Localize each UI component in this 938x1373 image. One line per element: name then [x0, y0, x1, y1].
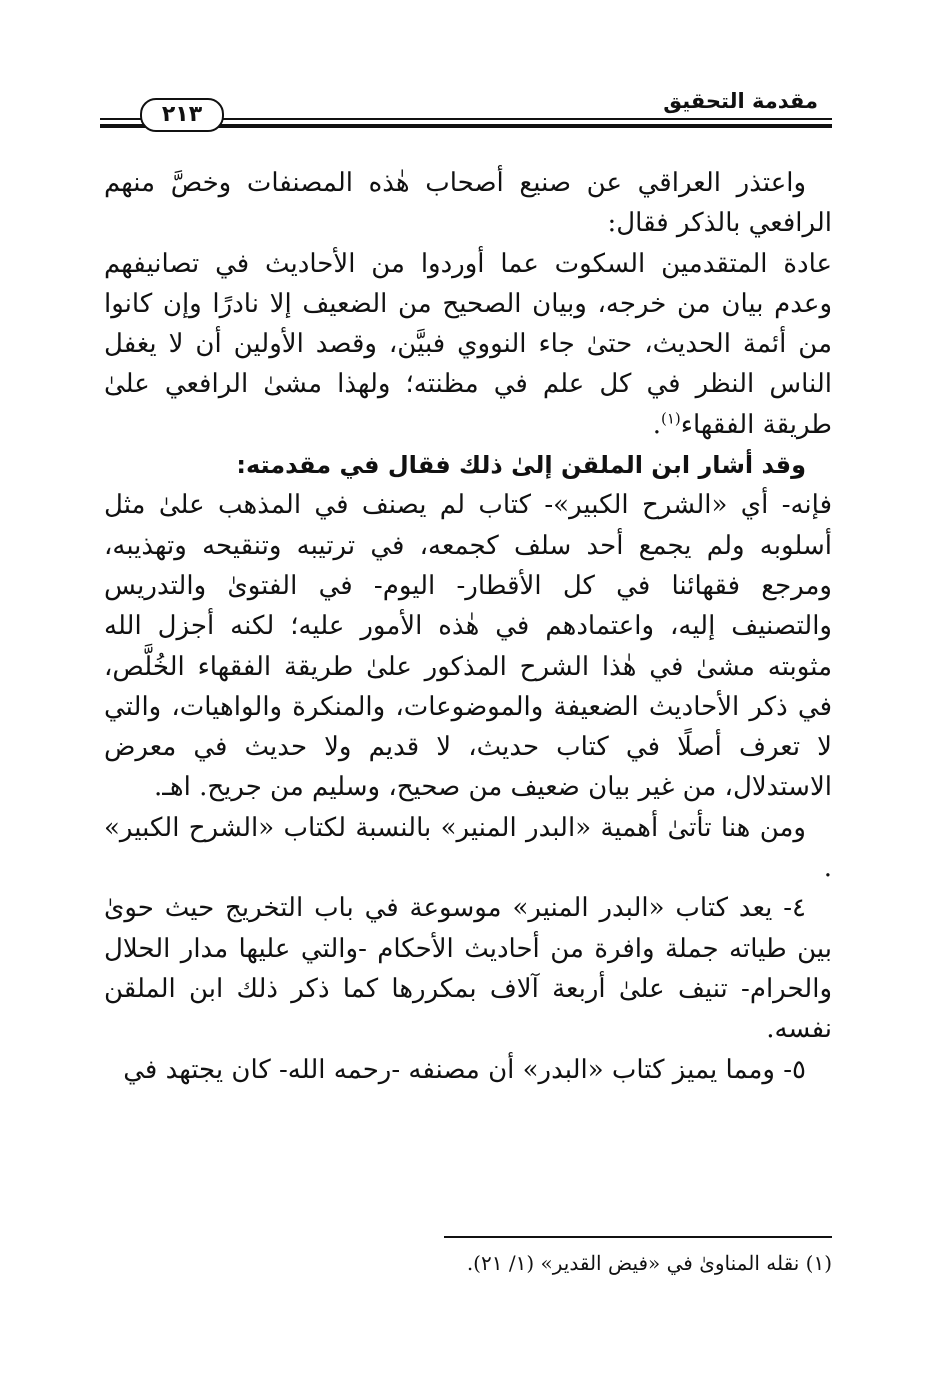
- running-title: مقدمة التحقيق: [657, 86, 824, 116]
- quote-iraqi-end: .: [652, 409, 661, 440]
- paragraph-importance: ومن هنا تأتىٰ أهمية «البدر المنير» بالنسبة لكتاب «الشرح الكبير» .: [104, 812, 832, 884]
- quote-iraqi-text: عادة المتقدمين السكوت عما أوردوا من الأحاديث في تصانيفهم وعدم بيان من خرجه، وبيان الصحيح من الضعيف إلا نادرًا وإن كانوا من أئمة الحديث، حتىٰ جاء النووي فبيَّن، وقصد الأولين أن لا يغفل الناس النظر في كل علم في مظنته؛ ولهذا مشىٰ الرافعي علىٰ طريقة الفقهاء: [104, 248, 832, 440]
- page-number: ٢١٣: [140, 98, 224, 132]
- paragraph-point-5: ٥- ومما يميز كتاب «البدر» أن مصنفه -رحمه الله- كان يجتهد في: [123, 1054, 806, 1085]
- footnote-ref-1[interactable]: (١): [661, 409, 681, 428]
- paragraph-iraqi-excuse: واعتذر العراقي عن صنيع أصحاب هٰذه المصنفات وخصَّ منهم الرافعي بالذكر فقال:: [104, 168, 832, 239]
- paragraph-ibn-mulaqqin-intro: وقد أشار ابن الملقن إلىٰ ذلك فقال في مقدمته:: [236, 451, 806, 480]
- paragraph-quote-ibn-mulaqqin: فإنه- أي «الشرح الكبير»- كتاب لم يصنف في المذهب علىٰ مثل أسلوبه ولم يجمع أحد سلف كجمعه، في ترتيبه وتنقيحه وتهذيبه، ومرجع فقهائنا في كل الأقطار- اليوم- في الفتوىٰ والتدريس والتصنيف إليه، واعتمادهم في هٰذه الأمور عليه؛ لكنه أجزل الله مثوبته مشىٰ في هٰذا الشرح المذكور علىٰ طريقة الفقهاء الخُلَّص، في ذكر الأحاديث الضعيفة والموضوعات، والمنكرة والواهيات، والتي لا تعرف أصلًا في كتاب حديث، لا قديم ولا حديث في معرض الاستدلال، من غير بيان ضعيف من صحيح، وسليم من جريح. اهـ.: [104, 490, 832, 803]
- paragraph-quote-iraqi: [104, 244, 832, 445]
- footnote-separator: [444, 1236, 832, 1238]
- paragraph-point-4: ٤- يعد كتاب «البدر المنير» موسوعة في باب التخريج حيث حوىٰ بين طياته جملة وافرة من أحاديث الأحكام -والتي عليها مدار الحلال والحرام- تنيف علىٰ أربعة آلاف بمكررها كما ذكر ذلك ابن الملقن نفسه.: [104, 893, 832, 1045]
- page-header: [100, 86, 832, 132]
- footnote-1: (١) نقله المناوىٰ في «فيض القدير» (١/ ٢١).: [466, 1251, 832, 1275]
- main-text: [104, 163, 832, 1090]
